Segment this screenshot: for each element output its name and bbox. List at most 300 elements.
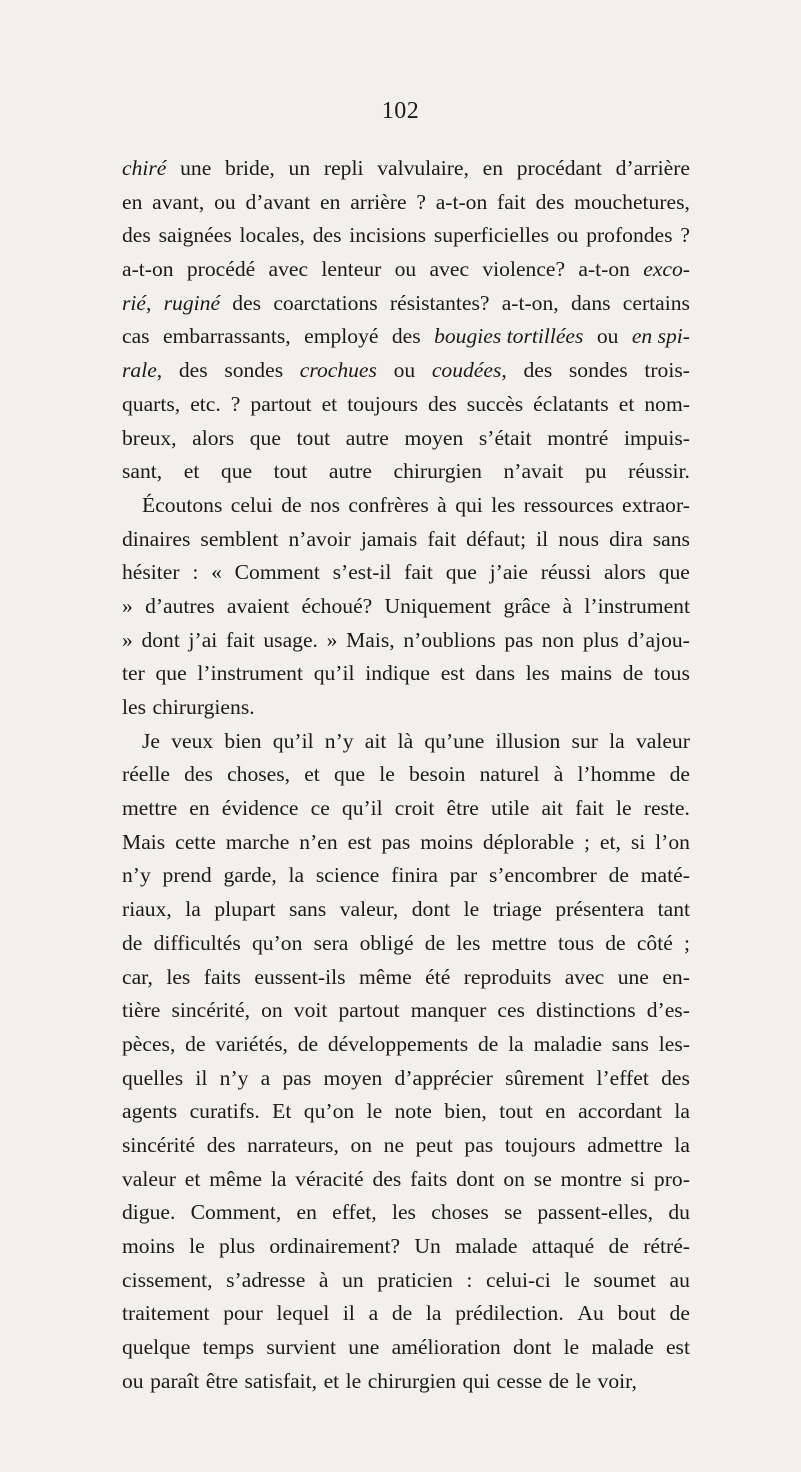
word: sûrement	[505, 1065, 585, 1090]
word: riaux,	[122, 897, 172, 922]
text-line	[122, 219, 690, 253]
word: présentera	[555, 897, 645, 922]
text-line	[122, 893, 690, 927]
word: les-	[658, 1031, 690, 1056]
word: croit	[394, 796, 435, 821]
word: il	[195, 1065, 208, 1090]
word: valeur,	[339, 897, 399, 922]
word: mouchetures,	[574, 189, 690, 214]
word: ;	[684, 930, 690, 955]
word: des	[523, 358, 553, 383]
word: cissement,	[122, 1267, 213, 1292]
word: bougies tortillées	[434, 324, 584, 349]
word: ce	[310, 796, 330, 821]
word: de	[548, 1368, 569, 1393]
word: dans	[570, 290, 611, 315]
word: nos	[310, 492, 340, 517]
word: l’effet	[596, 1065, 649, 1090]
word: moyen	[404, 425, 464, 450]
word: narrateurs,	[247, 1132, 339, 1157]
word: de	[122, 930, 143, 955]
word: on	[261, 998, 283, 1023]
word: toujours	[347, 391, 418, 416]
word: des	[535, 189, 565, 214]
word: et	[184, 1166, 201, 1191]
word: montré	[547, 425, 609, 450]
word: des	[184, 762, 213, 787]
word: digue.	[122, 1200, 176, 1225]
word: n’y	[219, 1065, 249, 1090]
word: repli	[323, 156, 364, 180]
word: d’arrière	[615, 156, 690, 180]
word: être	[205, 1368, 239, 1393]
word: naturel	[479, 762, 540, 787]
word: du	[668, 1200, 690, 1225]
word: le	[379, 762, 395, 787]
text-line	[122, 1095, 690, 1129]
word: pro-	[653, 1166, 690, 1191]
word: sur	[571, 728, 598, 753]
word: lenteur	[321, 257, 382, 282]
word: être	[446, 796, 479, 821]
word: temps	[202, 1335, 255, 1360]
word: malade	[591, 1335, 654, 1360]
word: on	[503, 1166, 525, 1191]
word: réelle	[122, 762, 170, 787]
word: il	[342, 1301, 355, 1326]
word: succès	[466, 391, 524, 416]
word: l’instrument	[197, 661, 303, 686]
word: ne	[383, 1132, 405, 1157]
word: chirurgiens.	[152, 695, 255, 719]
word: ter	[122, 661, 145, 686]
word: j’ai	[188, 627, 218, 652]
word: en	[296, 1200, 317, 1225]
word: alors	[192, 425, 235, 450]
word: la	[185, 897, 201, 922]
body-text	[122, 152, 690, 1398]
word: trois-	[644, 358, 690, 383]
word: à	[562, 593, 573, 618]
text-line	[122, 691, 690, 725]
text-line	[122, 422, 690, 456]
word: on	[350, 1132, 373, 1157]
word: évidence	[221, 796, 299, 821]
word: garde,	[223, 863, 277, 888]
word: science	[315, 863, 380, 888]
word: a-t-on,	[501, 290, 559, 315]
word: besoin	[409, 762, 466, 787]
word: pour	[223, 1301, 263, 1326]
word: pas	[464, 1132, 494, 1157]
word: ces	[497, 998, 525, 1023]
word: veux	[171, 728, 214, 753]
word: dinaires	[122, 526, 191, 551]
word: la	[609, 728, 625, 753]
word: Mais	[122, 829, 166, 854]
word: sondes	[568, 358, 628, 383]
text-line	[122, 388, 690, 422]
word: se	[533, 1166, 552, 1191]
word: autre	[345, 425, 389, 450]
word: de	[424, 930, 446, 955]
word: d’es-	[646, 998, 690, 1023]
word: sincérité	[122, 1132, 196, 1157]
word: que	[249, 425, 281, 450]
word: en	[189, 796, 210, 821]
word: ou	[393, 358, 416, 383]
word: valvulaire,	[377, 156, 469, 180]
word: choses,	[227, 762, 291, 787]
word: un	[288, 156, 311, 180]
word: les	[456, 930, 481, 955]
word: sondes	[224, 358, 284, 383]
word: fait	[225, 627, 255, 652]
word: pas	[381, 829, 411, 854]
word: usage.	[263, 627, 318, 652]
word: survient	[266, 1335, 336, 1360]
word: avec	[564, 964, 605, 989]
word: crochues	[299, 358, 377, 383]
word: fait	[427, 526, 457, 551]
word: mettre	[122, 796, 178, 821]
word: éclatants	[533, 391, 609, 416]
word: indique	[365, 661, 430, 686]
word: chiré	[122, 156, 167, 180]
word: montre	[560, 1166, 622, 1191]
word: tant	[657, 897, 690, 922]
text-line	[122, 1062, 690, 1096]
text-line	[122, 489, 690, 523]
word: Comment,	[190, 1200, 282, 1225]
word: la	[674, 1132, 690, 1157]
word: un	[342, 1267, 364, 1292]
text-line	[122, 556, 690, 590]
word: cette	[175, 829, 216, 854]
word: dont	[411, 897, 451, 922]
word: avant,	[152, 189, 205, 214]
word: bien	[224, 728, 262, 753]
word: obligé	[359, 930, 414, 955]
word: côté	[636, 930, 673, 955]
word: moins	[420, 829, 473, 854]
word: plupart	[214, 897, 276, 922]
word: choses	[431, 1200, 489, 1225]
word: nous	[558, 526, 600, 551]
word: ressources	[523, 492, 614, 517]
word: été	[425, 964, 451, 989]
word: satisfait,	[244, 1368, 318, 1393]
word: marche	[225, 829, 290, 854]
word: qu’une	[424, 728, 485, 753]
word: ait	[364, 728, 387, 753]
page-number: 102	[381, 98, 420, 124]
word: semblent	[200, 526, 279, 551]
word: agents	[122, 1099, 178, 1124]
word: a-t-on	[578, 257, 630, 282]
word: des	[232, 290, 262, 315]
word: de	[608, 1234, 629, 1258]
word: tout	[296, 425, 331, 450]
word: bout	[617, 1301, 656, 1326]
word: le	[463, 897, 480, 922]
word: de	[281, 492, 302, 517]
word: sincérité,	[171, 998, 250, 1023]
word: tout	[499, 1099, 533, 1124]
text-line	[122, 1264, 690, 1298]
word: est	[665, 1335, 690, 1360]
word: celui	[230, 492, 273, 517]
word: ou	[122, 1368, 144, 1393]
word: confrères	[348, 492, 429, 517]
word: d’ajou-	[627, 627, 690, 652]
text-line	[122, 1230, 690, 1264]
word: le	[366, 1099, 383, 1124]
word: est	[347, 829, 372, 854]
word: pas	[504, 627, 534, 652]
word: de	[605, 930, 626, 955]
word: qui	[462, 1368, 491, 1393]
word: autre	[328, 459, 372, 484]
word: qui	[455, 492, 483, 517]
word: rétré-	[643, 1234, 690, 1258]
word: tout	[273, 459, 308, 484]
word: employé	[304, 324, 379, 349]
word: dont	[512, 1335, 552, 1360]
word: le	[189, 1234, 205, 1258]
word: chirurgien	[393, 459, 482, 484]
word: violence?	[482, 257, 566, 282]
word: et	[183, 459, 200, 484]
word: la	[288, 863, 305, 888]
word: en	[545, 1099, 566, 1124]
word: «	[211, 560, 222, 585]
word: alors	[603, 560, 646, 585]
word: saignées	[158, 223, 232, 248]
word: partout	[250, 391, 312, 416]
word: de	[669, 1301, 690, 1326]
word: prend	[162, 863, 212, 888]
word: dans	[475, 661, 516, 686]
text-line	[122, 287, 690, 321]
word: sans	[652, 526, 690, 551]
word: d’avant	[245, 189, 311, 214]
word: n’en	[299, 829, 338, 854]
word: que	[658, 560, 690, 585]
word: avec	[268, 257, 309, 282]
word: certains	[622, 290, 690, 315]
word: d’apprécier	[394, 1065, 493, 1090]
text-line	[122, 1196, 690, 1230]
word: coudées,	[431, 358, 507, 383]
word: que	[155, 661, 187, 686]
word: par	[449, 863, 478, 888]
word: amélioration	[391, 1335, 501, 1360]
word: bride,	[225, 156, 275, 180]
word: ou	[394, 257, 417, 282]
word: :	[466, 1267, 473, 1292]
word: note	[394, 1099, 432, 1124]
word: peut	[415, 1132, 453, 1157]
word: qu’il	[313, 661, 355, 686]
word: »	[326, 627, 338, 652]
text-line	[122, 590, 690, 624]
word: une	[348, 1335, 380, 1360]
word: qu’il	[341, 796, 383, 821]
word: embarrassants,	[162, 324, 291, 349]
word: lequel	[276, 1301, 330, 1326]
word: en-	[662, 964, 690, 989]
word: prédilection.	[455, 1301, 564, 1326]
word: quelque	[122, 1335, 191, 1360]
word: développements	[327, 1031, 469, 1056]
word: mettre	[491, 930, 547, 955]
word: à	[318, 1267, 329, 1292]
word: le	[616, 796, 632, 821]
word: toujours	[504, 1132, 576, 1157]
text-line	[122, 994, 690, 1028]
word: la	[425, 1301, 442, 1326]
text-line	[122, 253, 690, 287]
word: Mais,	[346, 627, 395, 652]
word: dont	[456, 1166, 495, 1191]
word: des	[206, 1132, 236, 1157]
word: qu’on	[251, 930, 303, 955]
word: n’y	[122, 863, 151, 888]
word: de	[297, 1031, 319, 1056]
word: pèces,	[122, 1031, 176, 1056]
word: arrière	[350, 189, 407, 214]
word: qu’il	[272, 728, 314, 753]
text-line	[122, 1028, 690, 1062]
word: la	[674, 1099, 690, 1124]
word: valeur	[122, 1166, 176, 1191]
word: accordant	[578, 1099, 662, 1124]
word: mains	[560, 661, 613, 686]
word: échoué?	[301, 593, 373, 618]
word: s’encombrer	[488, 863, 597, 888]
word: cesse	[496, 1368, 543, 1393]
text-line	[122, 657, 690, 691]
text-line	[122, 725, 690, 759]
word: voit	[293, 998, 328, 1023]
word: des	[122, 223, 151, 248]
word: attaqué	[531, 1234, 595, 1258]
word: résistantes?	[389, 290, 490, 315]
word: est	[440, 661, 465, 686]
word: maté-	[640, 863, 690, 888]
word: et	[323, 1368, 340, 1393]
word: nom-	[644, 391, 690, 416]
word: les	[122, 695, 146, 719]
word: ?	[416, 189, 426, 214]
word: ?	[230, 391, 241, 416]
word: n’y	[324, 728, 354, 753]
word: que	[333, 762, 366, 787]
word: rale,	[122, 358, 163, 383]
word: les	[166, 964, 191, 989]
word: coarctations	[273, 290, 378, 315]
word: même	[358, 964, 412, 989]
word: traitement	[122, 1301, 210, 1326]
word: superficielles	[433, 223, 549, 248]
word: la	[270, 1166, 287, 1191]
text-line	[122, 927, 690, 961]
word: breux,	[122, 425, 177, 450]
word: là	[397, 728, 414, 753]
word: bien,	[444, 1099, 487, 1124]
word: n’avoir	[288, 526, 351, 551]
word: eussent-ils	[254, 964, 346, 989]
word: et,	[599, 829, 621, 854]
word: reste.	[643, 796, 690, 821]
word: l’instrument	[584, 593, 690, 618]
word: réussi	[540, 560, 592, 585]
text-line	[122, 826, 690, 860]
word: des	[312, 223, 342, 248]
word: se	[504, 1200, 523, 1225]
word: a-t-on	[435, 189, 488, 214]
word: plus	[219, 1234, 256, 1258]
word: qu’on	[303, 1099, 355, 1124]
word: des	[372, 1166, 402, 1191]
word: Et	[272, 1099, 292, 1124]
word: de	[608, 863, 629, 888]
word: Un	[414, 1234, 441, 1258]
word: curatifs.	[189, 1099, 260, 1124]
word: partout	[338, 998, 400, 1023]
word: s’adresse	[226, 1267, 306, 1292]
word: à	[437, 492, 447, 517]
text-line	[122, 1331, 690, 1365]
word: moyen	[323, 1065, 383, 1090]
text-line	[122, 1297, 690, 1331]
word: finira	[391, 863, 438, 888]
word: fait	[575, 796, 604, 821]
word: sera	[313, 930, 349, 955]
word: a	[260, 1065, 271, 1090]
word: chirurgien	[367, 1368, 457, 1393]
word: faits	[203, 964, 241, 989]
word: ou	[214, 189, 236, 214]
word: grâce	[503, 593, 551, 618]
word: illusion	[495, 728, 561, 753]
word: ait	[541, 796, 564, 821]
word: »	[122, 593, 133, 618]
word: fait	[404, 560, 433, 585]
text-line	[122, 1365, 690, 1399]
word: Au	[577, 1301, 604, 1326]
word: en	[482, 156, 504, 180]
word: défaut;	[466, 526, 527, 551]
word: ou	[596, 324, 619, 349]
word: distinctions	[536, 998, 636, 1023]
word: ordinairement?	[269, 1234, 401, 1258]
word: procédé	[186, 257, 256, 282]
word: variétés,	[215, 1031, 288, 1056]
word: et	[304, 762, 320, 787]
word: praticien	[377, 1267, 453, 1292]
word: le	[563, 1335, 580, 1360]
word: extraor-	[622, 492, 690, 517]
text-line	[122, 320, 690, 354]
word: s’était	[478, 425, 532, 450]
word: et	[321, 391, 338, 416]
word: des	[178, 358, 208, 383]
word: sant,	[122, 459, 163, 484]
word: de	[669, 762, 690, 787]
word: effet,	[332, 1200, 377, 1225]
